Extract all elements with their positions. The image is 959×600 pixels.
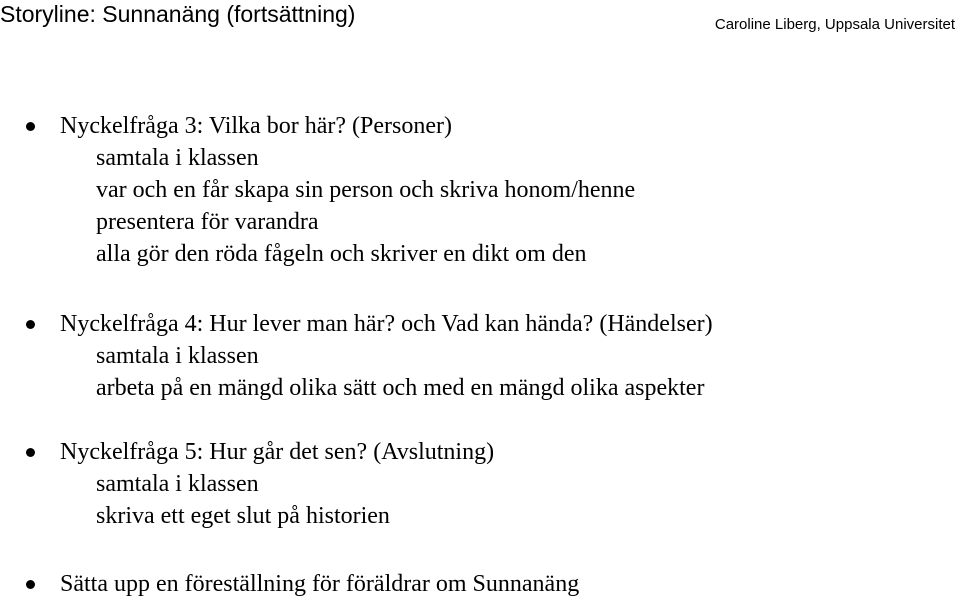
bullet-heading: Nyckelfråga 5: Hur går det sen? (Avslutning) bbox=[60, 439, 495, 465]
bullet-subline: samtala i klassen bbox=[96, 471, 259, 497]
bullet-heading: Sätta upp en föreställning för föräldrar om Sunnanäng bbox=[60, 571, 580, 597]
bullet-dot-icon bbox=[26, 320, 35, 329]
bullet-subline: var och en får skapa sin person och skriva honom/henne bbox=[96, 177, 636, 203]
bullet-dot-icon bbox=[26, 122, 35, 131]
bullet-subline: alla gör den röda fågeln och skriver en dikt om den bbox=[96, 241, 587, 267]
bullet-heading: Nyckelfråga 3: Vilka bor här? (Personer) bbox=[60, 113, 452, 139]
bullet-subline: presentera för varandra bbox=[96, 209, 319, 235]
slide-title: Storyline: Sunnanäng (fortsättning) bbox=[0, 1, 356, 27]
bullet-heading: Nyckelfråga 4: Hur lever man här? och Vad kan hända? (Händelser) bbox=[60, 311, 713, 337]
bullet-dot-icon bbox=[26, 448, 35, 457]
bullet-dot-icon bbox=[26, 580, 35, 589]
bullet-subline: skriva ett eget slut på historien bbox=[96, 503, 390, 529]
bullet-subline: arbeta på en mängd olika sätt och med en mängd olika aspekter bbox=[96, 375, 705, 401]
bullet-subline: samtala i klassen bbox=[96, 343, 259, 369]
author-credit: Caroline Liberg, Uppsala Universitet bbox=[714, 16, 955, 33]
bullet-subline: samtala i klassen bbox=[96, 145, 259, 171]
